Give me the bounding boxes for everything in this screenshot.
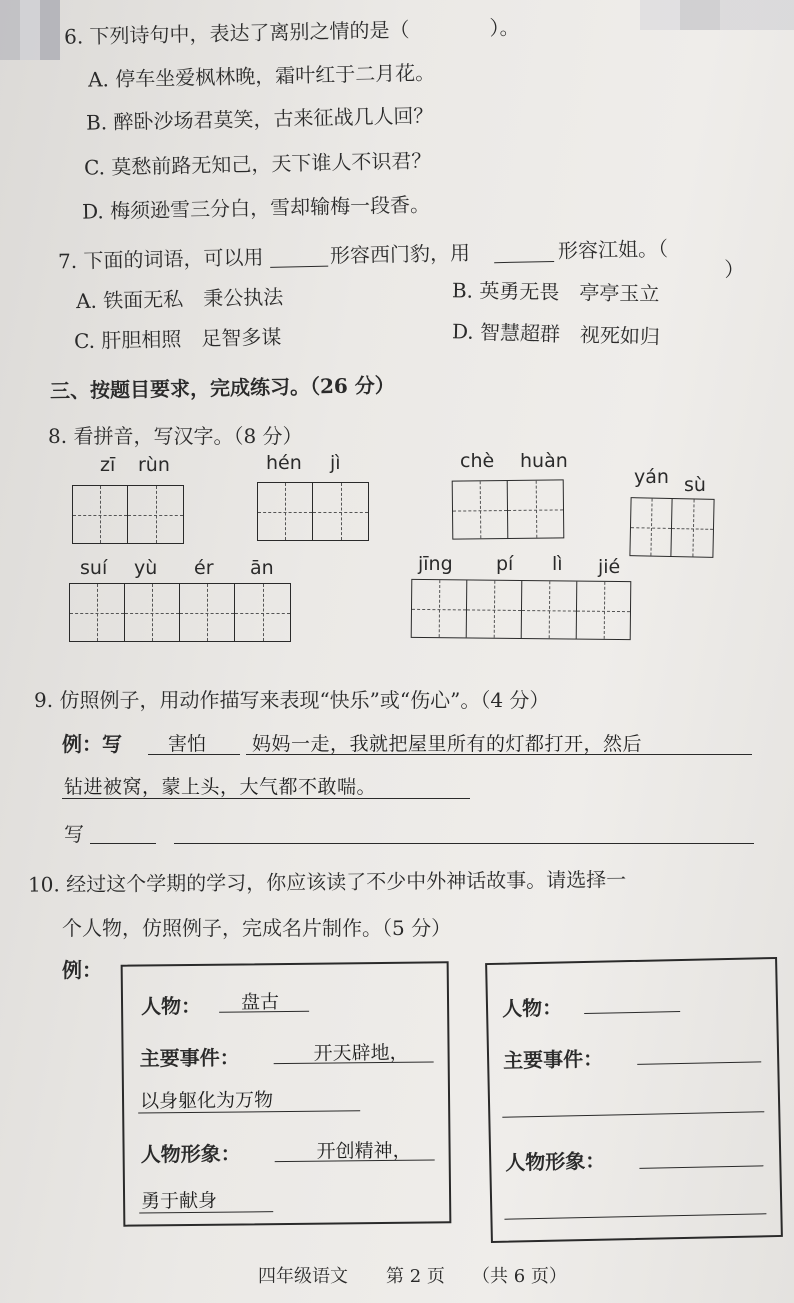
q7-option-c: C. 肝胆相照 足智多谋: [73, 324, 282, 354]
pinyin-6d: jié: [598, 556, 621, 578]
q9-example-line2-rule: [62, 798, 470, 799]
card2-event-blank-1[interactable]: [637, 1061, 761, 1065]
q7-option-a: A. 铁面无私 秉公执法: [75, 284, 284, 314]
pinyin-5b: yù: [134, 557, 158, 579]
pinyin-6a: jīng: [418, 553, 453, 575]
q7-stem-part1: 7. 下面的词语，可以用: [57, 245, 264, 274]
char-cell[interactable]: [258, 483, 313, 540]
card2-event-label: 主要事件：: [502, 1046, 604, 1073]
pinyin-1b: rùn: [138, 454, 170, 476]
card2-person-blank[interactable]: [584, 1011, 680, 1014]
char-cell[interactable]: [522, 581, 578, 639]
q6-option-a: A. 停车坐爱枫林晚，霜叶红于二月花。: [87, 60, 436, 92]
pinyin-4b: sù: [684, 474, 706, 496]
pinyin-2a: hén: [266, 452, 302, 474]
q9-write-word-blank[interactable]: [90, 843, 156, 844]
card1-event-value-1: 开天辟地，: [313, 1041, 409, 1065]
char-cell[interactable]: [577, 582, 631, 640]
card1-person-label: 人物：: [140, 993, 202, 1019]
q6-option-c: C. 莫愁前路无知己，天下谁人不识君？: [83, 148, 432, 180]
char-grid-6[interactable]: [411, 579, 632, 640]
card2-image-blank-1[interactable]: [639, 1165, 763, 1169]
card2-person-label: 人物：: [501, 995, 563, 1021]
char-cell[interactable]: [630, 498, 672, 556]
card1-image-value-1: 开创精神，: [316, 1139, 412, 1163]
section-3-title: 三、按题目要求，完成练习。（26 分）: [49, 372, 396, 404]
footer-page: 第 2 页: [386, 1266, 445, 1287]
q9-example-line1: 妈妈一走，我就把屋里所有的灯都打开，然后: [252, 733, 643, 755]
char-cell[interactable]: [453, 481, 509, 539]
q10-example-label: 例：: [62, 958, 102, 982]
char-cell[interactable]: [508, 480, 564, 538]
q7-stem-part3: 形容江姐。（: [557, 236, 669, 263]
char-grid-3[interactable]: [452, 479, 565, 539]
footer-subject: 四年级语文: [258, 1266, 348, 1287]
blurred-corner-right: [640, 0, 794, 30]
char-cell[interactable]: [180, 584, 235, 641]
char-cell[interactable]: [671, 499, 713, 557]
example-name-card: [121, 961, 452, 1226]
q7-stem: [58, 231, 759, 280]
pinyin-5d: ān: [250, 557, 274, 579]
q7-stem-part2: 形容西门豹，用: [329, 240, 471, 268]
q9-write-label: 写: [64, 822, 84, 846]
q9-stem: 9. 仿照例子，用动作描写来表现“快乐”或“伤心”。（4 分）: [34, 688, 550, 712]
char-grid-2[interactable]: [257, 482, 369, 541]
pinyin-5c: ér: [194, 557, 214, 579]
char-cell[interactable]: [235, 584, 290, 641]
q9-write-sentence-blank[interactable]: [174, 843, 754, 844]
q10-stem-line2: 个人物，仿照例子，完成名片制作。（5 分）: [62, 916, 452, 940]
card1-image-rule-2: [139, 1211, 273, 1213]
q7-blank-1[interactable]: [270, 266, 328, 268]
card2-image-blank-2[interactable]: [504, 1213, 766, 1219]
card1-event-value-2: 以身躯化为万物: [139, 1089, 274, 1113]
footer-total: （共 6 页）: [472, 1266, 567, 1287]
char-cell[interactable]: [128, 486, 183, 543]
pinyin-6c: lì: [552, 553, 563, 575]
blurred-corner: [0, 0, 60, 60]
q8-stem: 8. 看拼音，写汉字。（8 分）: [48, 424, 303, 448]
char-cell[interactable]: [467, 580, 523, 638]
q7-option-d: D. 智慧超群 视死如归: [451, 319, 661, 349]
card2-image-label: 人物形象：: [505, 1148, 606, 1175]
char-grid-5[interactable]: [69, 583, 291, 642]
card1-image-value-2: 勇于献身: [141, 1189, 218, 1213]
char-cell[interactable]: [412, 580, 468, 638]
pinyin-5a: suí: [80, 557, 108, 579]
q9-example-line2: 钻进被窝，蒙上头，大气都不敢喘。: [64, 776, 377, 798]
pinyin-1a: zī: [100, 454, 116, 476]
q6-option-d: D. 梅须逊雪三分白，雪却输梅一段香。: [81, 192, 431, 224]
pinyin-2b: jì: [330, 452, 341, 474]
card2-event-blank-2[interactable]: [502, 1111, 764, 1117]
char-cell[interactable]: [70, 584, 125, 641]
card1-image-label: 人物形象：: [140, 1141, 241, 1167]
q10-stem-line1: 10. 经过这个学期的学习，你应该读了不少中外神话故事。请选择一: [27, 867, 627, 897]
char-cell[interactable]: [313, 483, 368, 540]
q6-option-b: B. 醉卧沙场君莫笑，古来征战几人回？: [85, 103, 434, 135]
card1-event-label: 主要事件：: [139, 1045, 240, 1071]
blank-name-card: [485, 957, 783, 1243]
q9-example-label: 例：写: [62, 732, 122, 756]
card1-person-value: 盘古: [240, 991, 280, 1014]
q7-blank-2[interactable]: [494, 261, 554, 263]
pinyin-3b: huàn: [520, 450, 568, 472]
q6-stem: 6. 下列诗句中，表达了离别之情的是（ ）。: [63, 15, 520, 49]
pinyin-4a: yán: [634, 466, 669, 488]
q9-example-word-line: [148, 754, 240, 755]
q7-stem-part4: ）: [724, 256, 745, 282]
char-grid-4[interactable]: [629, 497, 714, 558]
char-grid-1[interactable]: [72, 485, 184, 544]
char-cell[interactable]: [125, 584, 180, 641]
pinyin-3a: chè: [460, 450, 495, 472]
char-cell[interactable]: [73, 486, 128, 543]
q9-example-line1-rule: [246, 754, 752, 755]
q9-example-word: 害怕: [168, 733, 207, 755]
pinyin-6b: pí: [496, 553, 514, 575]
q7-option-b: B. 英勇无畏 亭亭玉立: [451, 278, 660, 306]
